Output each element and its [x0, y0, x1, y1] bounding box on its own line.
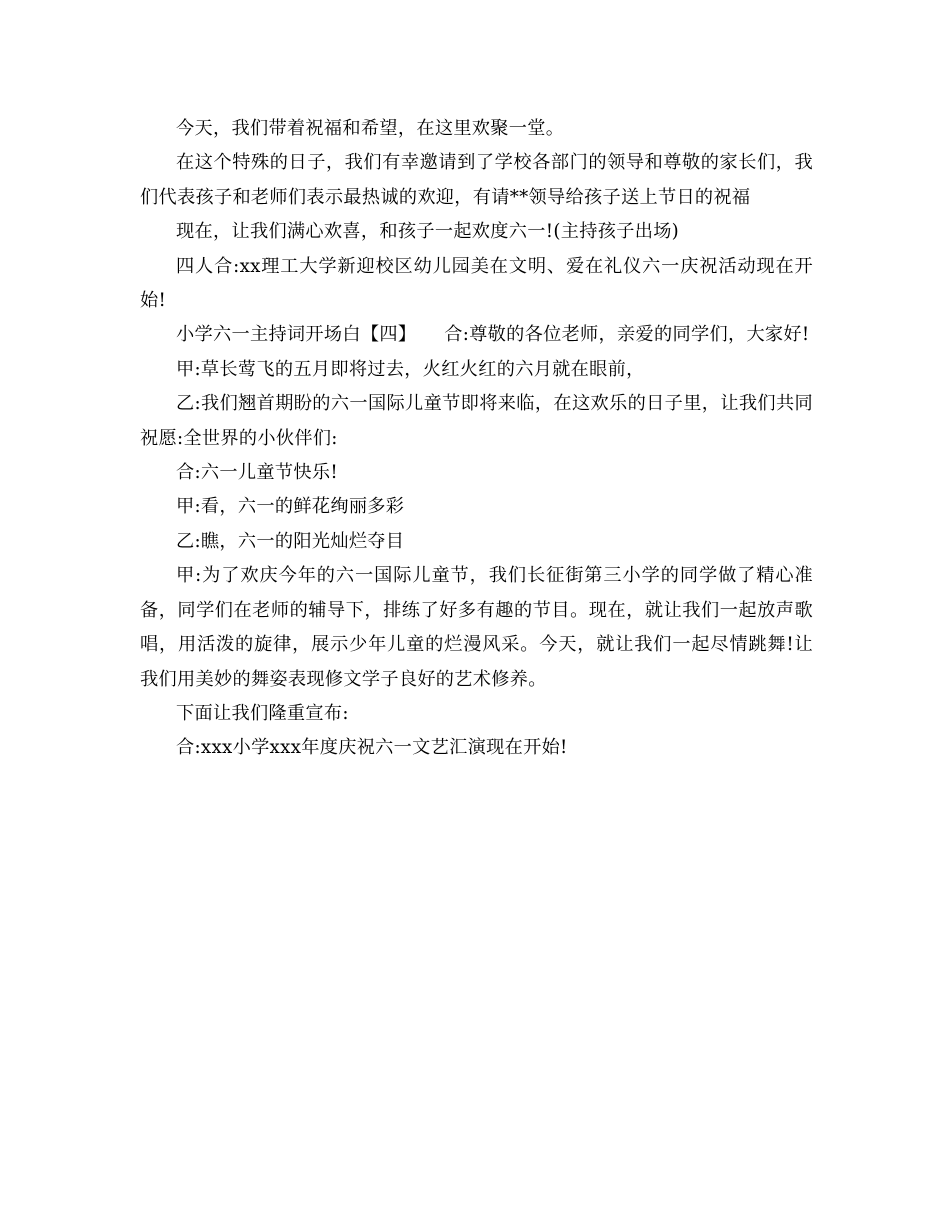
document-body	[140, 112, 813, 766]
paragraph-celebrate: 现在，让我们满心欢喜，和孩子一起欢度六一!(主持孩子出场)	[176, 221, 680, 243]
paragraph-section-heading: 小学六一主持词开场白【四】 合:尊敬的各位老师，亲爱的同学们，大家好!	[176, 324, 810, 346]
paragraph-together-1: 合:六一儿童节快乐!	[176, 462, 338, 484]
paragraph-together-2: 合:xxx小学xxx年度庆祝六一文艺汇演现在开始!	[176, 737, 568, 759]
paragraph-host-a-1: 甲:草长莺飞的五月即将过去，火红火红的六月就在眼前，	[176, 358, 645, 380]
paragraph-host-a-2: 甲:看，六一的鲜花绚丽多彩	[176, 496, 405, 518]
paragraph-host-b-1: 乙:我们翘首期盼的六一国际儿童节即将来临，在这欢乐的日子里，让我们共同祝愿:全世界的小伙伴们:	[140, 393, 813, 449]
paragraph-announce-intro: 下面让我们隆重宣布:	[176, 702, 349, 724]
paragraph-host-a-3: 甲:为了欢庆今年的六一国际儿童节，我们长征街第三小学的同学做了精心准备，同学们在老师的辅导下，排练了好多有趣的节目。现在，就让我们一起放声歌唱，用活泼的旋律，展示少年儿童的烂漫风采。今天，就让我们一起尽情跳舞!让我们用美妙的舞姿表现修文学子良好的艺术修养。	[140, 565, 813, 690]
paragraph-opening-announcement: 四人合:xx理工大学新迎校区幼儿园美在文明、爱在礼仪六一庆祝活动现在开始!	[140, 255, 813, 312]
paragraph-welcome: 今天，我们带着祝福和希望，在这里欢聚一堂。	[176, 118, 565, 139]
paragraph-invitation: 在这个特殊的日子，我们有幸邀请到了学校各部门的领导和尊敬的家长们，我们代表孩子和老师们表示最热诚的欢迎，有请**领导给孩子送上节日的祝福	[140, 152, 813, 208]
paragraph-host-b-2: 乙:瞧，六一的阳光灿烂夺目	[176, 530, 405, 552]
